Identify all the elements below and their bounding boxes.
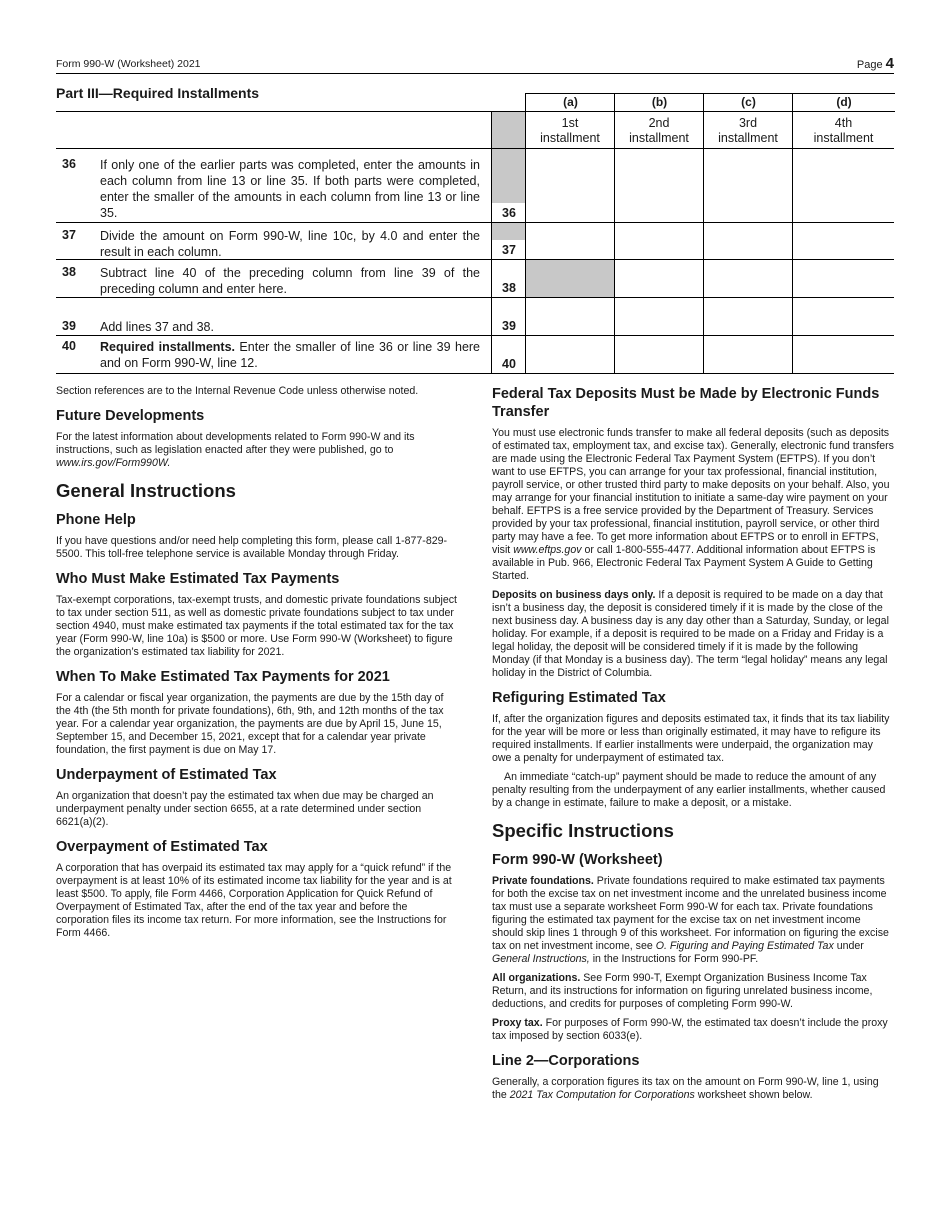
line-36-row [56,148,894,223]
line-38-ref-col [491,260,526,298]
eft-text [492,427,894,583]
line-39-cell-d[interactable] [792,298,895,336]
line-37-cell-b[interactable] [614,223,704,260]
future-dev-body: For the latest information about developments related to Form 990-W and its instructions, such as legislation enacted after they were published, go to [56,431,415,456]
line-38-cell-b[interactable] [614,260,704,298]
line-39-cell-b[interactable] [614,298,704,336]
line-39-text: Add lines 37 and 38. [100,320,214,334]
line-38-row [56,259,894,298]
underpayment-text: An organization that doesn’t pay the estimated tax when due may be charged an underpayment penalty under section 6655, at a rate determined under section 6621(a)(2). [56,790,434,828]
installment-b-word: installment [629,131,689,145]
eft-heading: Federal Tax Deposits Must be Made by Electronic Funds Transfer [492,386,880,420]
header-rule [56,73,894,74]
line-38-number: 38 [62,265,76,279]
pf-body-2: under [833,940,864,952]
line-40-cell-d[interactable] [792,336,895,373]
line2-heading: Line 2—Corporations [492,1053,640,1069]
ref-col-header [491,112,526,149]
line-37-ref-col [491,223,526,260]
left-column [56,385,460,946]
future-dev-heading: Future Developments [56,408,205,424]
proxy-bold: Proxy tax. [492,1017,543,1029]
line-37-ref: 37 [502,243,516,257]
when-to-heading: When To Make Estimated Tax Payments for 2021 [56,669,390,685]
refiguring-heading: Refiguring Estimated Tax [492,690,666,706]
underpayment-heading: Underpayment of Estimated Tax [56,767,277,783]
line-40-row [56,335,894,374]
line2-text [492,1076,894,1102]
line-39-ref-col [491,298,526,336]
when-to-text: For a calendar or fiscal year organization, the payments are due by the 15th day of the 4th (the 5th month for private foundations), 6th, 9th, and 12th months of the tax year. For a calendar year organization, the payments are due by April 15, June 15, September 15, and December 15, 2021, except that for a calendar year private foundation, the first payment is due on May 17. [56,692,444,756]
page-number: 4 [885,55,894,72]
line-40-bold: Required installments. [100,340,236,354]
installment-label-b [614,112,703,149]
line-36-cell-b[interactable] [614,149,704,223]
line-36-ref: 36 [502,206,516,220]
line-39-cell-a[interactable] [525,298,615,336]
col-header-a: (a) [525,93,615,112]
line-39-number: 39 [62,319,76,333]
specific-instructions-heading: Specific Instructions [492,820,674,841]
installment-label-d [792,112,894,149]
pf-italic-1: O. Figuring and Paying Estimated Tax [655,940,834,952]
line-38-text: Subtract line 40 of the preceding column from line 39 of the preceding column and enter here. [100,266,480,296]
all-organizations-text [492,972,894,1011]
proxy-tax-text [492,1017,894,1043]
business-days-bold: Deposits on business days only. [492,589,656,601]
line2-italic: 2021 Tax Computation for Corporations [509,1089,695,1101]
installment-a-word: installment [540,131,600,145]
col-header-b: (b) [614,93,704,112]
pf-italic-2: General Instructions, [492,953,590,965]
line-39-cell-c[interactable] [703,298,793,336]
line-40-cell-c[interactable] [703,336,793,373]
line-40-number: 40 [62,339,76,353]
form-title: Form 990-W (Worksheet) 2021 [56,58,201,70]
who-must-text: Tax-exempt corporations, tax-exempt trusts, and domestic private foundations subject to tax under section 511, as well as domestic private foundations subject to tax under section 4940, must make estimated tax payments if the total estimated tax for the tax year (Form 990-W, line 10a) is $500 or more. Use Form 990-W (Worksheet) to figure the organization’s estimated tax liability for 2021. [56,594,457,658]
line-36-ref-shade [492,149,526,203]
line-40-cell-a[interactable] [525,336,615,373]
part3-title: Part III—Required Installments [56,85,260,101]
installment-header-row [56,111,894,149]
line-37-text: Divide the amount on Form 990-W, line 10c, by 4.0 and enter the result in each column. [100,229,480,259]
line-40-ref-col [491,336,526,373]
line-36-text: If only one of the earlier parts was completed, enter the amounts in each column from line 13 or line 35. If both parts were completed, enter the smaller of the amounts in each column from line 13 or line 35. [100,158,480,220]
worksheet-heading: Form 990-W (Worksheet) [492,852,663,868]
line-40-cell-b[interactable] [614,336,704,373]
line-37-ref-shade [492,223,526,240]
who-must-heading: Who Must Make Estimated Tax Payments [56,571,340,587]
line-36-number: 36 [62,157,76,171]
line-36-ref-col [491,149,526,223]
line-38-ref: 38 [502,281,516,295]
line2-body-2: worksheet shown below. [694,1089,813,1101]
line-37-cell-a[interactable] [525,223,615,260]
line-37-cell-d[interactable] [792,223,895,260]
overpayment-heading: Overpayment of Estimated Tax [56,839,268,855]
proxy-body: For purposes of Form 990-W, the estimated tax doesn’t include the proxy tax imposed by section 6033(e). [492,1017,888,1042]
installment-d-ordinal: 4th [834,116,853,130]
line-38-cell-d[interactable] [792,260,895,298]
future-dev-text [56,431,460,470]
line2-body-1: Generally, a corporation figures its tax on the amount on Form 990-W, line 1, using the [492,1076,879,1101]
line-39-ref: 39 [502,319,516,333]
right-column [492,385,894,1108]
eftps-link[interactable]: www.eftps.gov [513,544,582,556]
line-38-cell-c[interactable] [703,260,793,298]
ref-shade [492,112,526,149]
all-orgs-bold: All organizations. [492,972,581,984]
business-days-text [492,589,894,680]
section-refs: Section references are to the Internal Revenue Code unless otherwise noted. [56,385,419,397]
line-37-cell-c[interactable] [703,223,793,260]
refiguring-text-1: If, after the organization figures and deposits estimated tax, it finds that its tax liability for the year will be more or less than originally estimated, it may have to refigure its required installments. If earlier installments were underpaid, the organization may owe a penalty for underpayment of estimated tax. [492,713,890,764]
line-39-row [56,297,894,336]
line-37-number: 37 [62,228,76,242]
general-instructions-heading: General Instructions [56,480,236,501]
col-header-c: (c) [703,93,793,112]
installment-c-word: installment [718,131,778,145]
line-37-row [56,222,894,260]
col-header-d: (d) [792,93,895,112]
all-orgs-body: See Form 990-T, Exempt Organization Business Income Tax Return, and its instructions for information on figuring unrelated business income, deductions, and credits for purposes of completing Form 990-W. [492,972,873,1010]
page-indicator [857,55,894,72]
line-36-cell-c[interactable] [703,149,793,223]
business-days-body: If a deposit is required to be made on a day that isn’t a business day, the deposit is considered timely if it is made by the close of the next business day. A business day is any day other than a Saturday, Sunday, or legal holiday. For example, if a deposit is required to be made on a Friday and Friday is a legal holiday, the deposit will be considered timely if it is made by the following Monday (if that Monday is a business day). The term “legal holiday” means any legal holiday in the District of Columbia. [492,589,889,679]
phone-help-heading: Phone Help [56,512,136,528]
pf-body-3: in the Instructions for Form 990-PF. [589,953,759,965]
private-foundations-text [492,875,894,966]
installment-label-a [525,112,614,149]
installment-d-word: installment [813,131,874,145]
overpayment-text: A corporation that has overpaid its estimated tax may apply for a “quick refund” if the overpayment is at least 10% of its estimated income tax liability for the year and is at least $500. To apply, file Form 4466, Corporation Application for Quick Refund of Overpayment of Estimated Tax, after the end of the tax year and before the corporation files its income tax return. For more information, see the Instructions for Form 4466. [56,862,452,939]
phone-help-text: If you have questions and/or need help completing this form, please call 1-877-829-5500. This toll-free telephone service is available Monday through Friday. [56,535,448,560]
installment-c-ordinal: 3rd [738,116,758,130]
installment-label-c [703,112,792,149]
eft-body-2: or call 1-800-555-4477. Additional information about EFTPS is available in Pub. 966, Electronic Federal Tax Payment System A Guide to Getting Started. [492,544,876,582]
line-36-cell-d[interactable] [792,149,895,223]
page-label: Page [856,59,883,71]
line-40-rest: Enter the smaller of line 36 or line 39 here and on Form 990-W, line 12. [100,340,481,370]
line-40-text [100,339,480,371]
line-36-cell-a[interactable] [525,149,615,223]
line-40-ref: 40 [502,357,516,371]
pf-body-1: Private foundations required to make estimated tax payments for both the excise tax on net investment income and the unrelated business income tax must use a separate worksheet Form 990-W for each tax. Private foundations figuring the estimated tax payment for the excise tax on net investment income should skip lines 1 through 9 of this worksheet. For information on figuring the excise tax on net investment income, see [492,875,889,952]
future-dev-link[interactable]: www.irs.gov/Form990W. [56,457,171,469]
line-38-cell-a-shaded [525,260,615,298]
eft-body-1: You must use electronic funds transfer to make all federal deposits (such as deposits of estimated tax, employment tax, and excise tax). Generally, electronic fund transfers are made using the Electronic Federal Tax Payment System (EFTPS). If you don’t want to use EFTPS, you can arrange for your tax professional, financial institution, payroll service, or other trusted third party to make deposits on your behalf. Also, you may arrange for your financial institution to initiate a same-day wire payment on your behalf. EFTPS is a free service provided by the Department of Treasury. Services provided by your tax professional, financial institution, payroll service, or other third party may have a fee. To get more information about EFTPS or to enroll in EFTPS, visit [492,427,894,556]
installment-b-ordinal: 2nd [648,116,670,130]
installment-a-ordinal: 1st [561,116,579,130]
refiguring-text-2: An immediate “catch-up” payment should be made to reduce the amount of any penalty resulting from the underpayment of any earlier installments, whether caused by a change in estimate, failure to make a deposit, or a mistake. [492,771,886,809]
pf-bold: Private foundations. [492,875,594,887]
